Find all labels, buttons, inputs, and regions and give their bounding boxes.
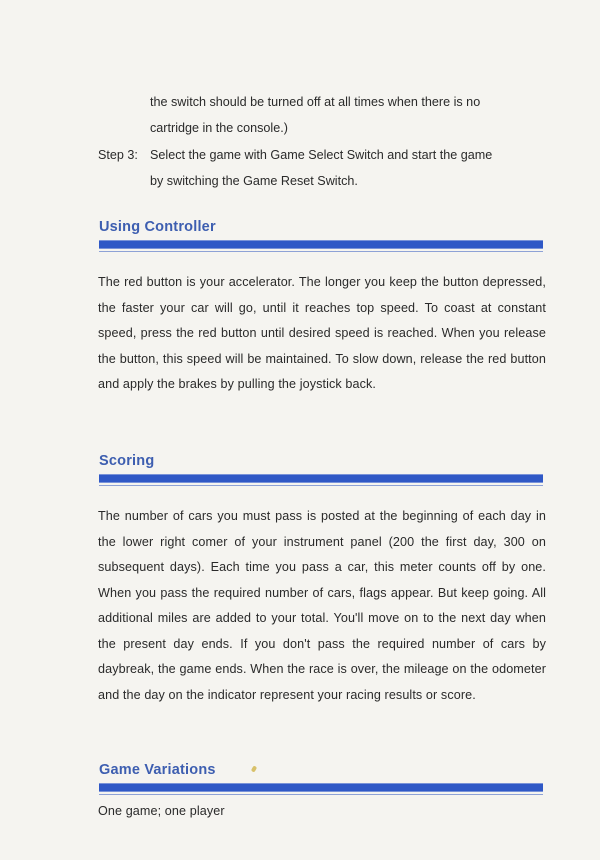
step2-line-1: the switch should be turned off at all times when there is no (150, 95, 481, 109)
step3-line-2: by switching the Game Reset Switch. (150, 174, 358, 188)
heading-game-variations: Game Variations (99, 762, 216, 778)
heading-rule (99, 240, 543, 249)
heading-rule (99, 783, 543, 792)
step3 (98, 142, 546, 198)
paper-speck (251, 765, 257, 772)
step3-line-1: Select the game with Game Select Switch and start the game (150, 148, 493, 162)
heading-rule-thin (99, 794, 543, 795)
heading-rule-thin (99, 251, 543, 252)
scoring-body: The number of cars you must pass is posted at the beginning of each day in the lower right comer of your instrument panel (200 the first day, 300 on subsequent days). Each time you pass a car, this meter counts off by one. When you pass the required number of cars, flags appear. But keep going. All additional miles are added to your total. You'll move on to the next day when the present day ends. If you don't pass the required number of cars by daybreak, the game ends. When the race is over, the mileage on the odometer and the day on the indicator represent your racing results or score. (98, 509, 546, 702)
heading-rule-thin (99, 485, 543, 486)
game-variations-body: One game; one player (98, 804, 225, 818)
step2-continuation (150, 89, 546, 141)
heading-rule (99, 474, 543, 483)
using-controller-body: The red button is your accelerator. The longer you keep the button depressed, the faster your car will go, until it reaches top speed. To coast at constant speed, press the red button until desired speed is reached. When you release the button, this speed will be maintained. To slow down, release the red button and apply the brakes by pulling the joystick back. (98, 275, 546, 391)
step2-line-2: cartridge in the console.) (150, 121, 288, 135)
heading-scoring: Scoring (99, 453, 155, 469)
step3-text (150, 142, 546, 194)
step3-label: Step 3: (98, 148, 138, 162)
heading-using-controller: Using Controller (99, 219, 216, 235)
